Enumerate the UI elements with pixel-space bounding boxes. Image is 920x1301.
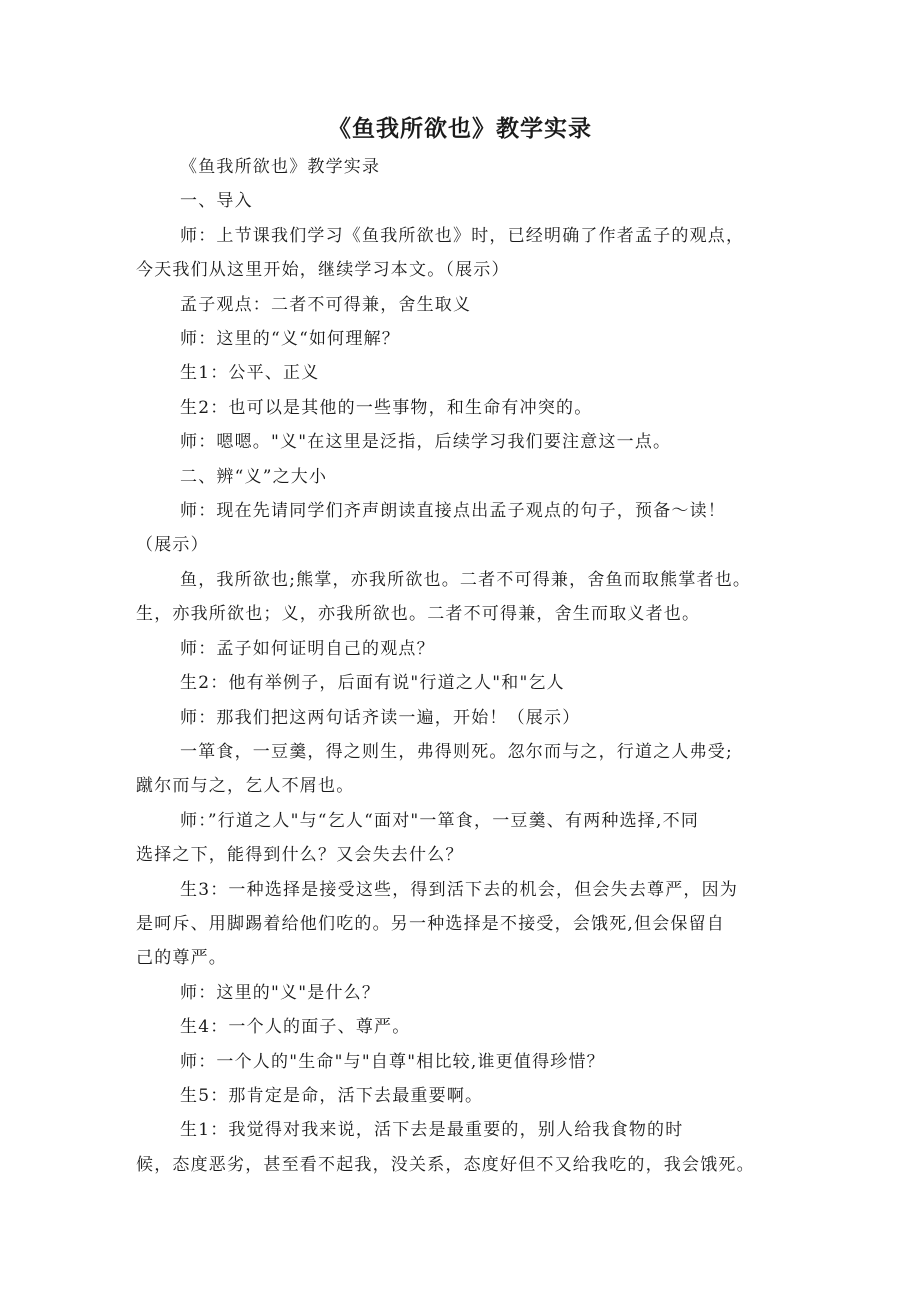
text-line: 一、导入 [180, 191, 253, 212]
text-line: 生2：也可以是其他的一些事物，和生命有冲突的。 [180, 397, 593, 418]
text-line: 生4：一个人的面子、尊严。 [180, 1017, 411, 1038]
text-line: 今天我们从这里开始，继续学习本文。（展示） [136, 260, 510, 281]
text-line: 鱼，我所欲也;熊掌，亦我所欲也。二者不可得兼，舍鱼而取熊掌者也。 [180, 569, 752, 590]
text-line: 生，亦我所欲也；义，亦我所欲也。二者不可得兼，舍生而取义者也。 [136, 604, 701, 625]
text-line: 是呵斥、用脚踢着给他们吃的。另一种选择是不接受，会饿死,但会保留自 [136, 913, 726, 934]
text-line: 孟子观点：二者不可得兼，舍生取义 [180, 294, 472, 315]
text-line: 选择之下，能得到什么？又会失去什么？ [136, 845, 464, 866]
text-line: 生2：他有举例子，后面有说"行道之人"和"乞人 [180, 673, 565, 694]
text-line: 师：孟子如何证明自己的观点？ [180, 638, 435, 659]
text-line: 蹴尔而与之，乞人不屑也。 [136, 776, 355, 797]
text-line: 师：这里的“义“如何理解？ [180, 329, 400, 350]
text-line: 候，态度恶劣，甚至看不起我，没关系，态度好但不又给我吃的，我会饿死。 [136, 1154, 755, 1175]
text-line: 生1：公平、正义 [180, 363, 320, 384]
text-line: 生3：一种选择是接受这些，得到活下去的机会，但会失去尊严，因为 [180, 879, 739, 900]
text-line: 师：一个人的"生命"与"自尊"相比较,谁更值得珍惜？ [180, 1051, 605, 1072]
text-line: 二、辨“义”之大小 [180, 466, 328, 487]
text-line: 师：那我们把这两句话齐读一遍，开始！（展示） [180, 707, 581, 728]
text-line: 师：”行道之人"与“乞人“面对"一箪食，一豆羹、有两种选择,不同 [180, 810, 700, 831]
document-body [136, 150, 794, 1182]
text-line: 师：嗯嗯。"义"在这里是泛指，后续学习我们要注意这一点。 [180, 432, 672, 453]
document-title: 《鱼我所欲也》教学实录 [328, 116, 592, 142]
text-line: 师：这里的"义"是什么？ [180, 982, 381, 1003]
text-line: （展示） [136, 535, 209, 556]
text-line: 一箪食，一豆羹，得之则生，弗得则死。忽尔而与之，行道之人弗受; [180, 741, 733, 762]
text-line: 《鱼我所欲也》教学实录 [180, 157, 381, 177]
text-line: 生5：那肯定是命，活下去最重要啊。 [180, 1085, 484, 1106]
text-line: 己的尊严。 [136, 948, 227, 969]
text-line: 师：上节课我们学习《鱼我所欲也》时，已经明确了作者孟子的观点， [180, 225, 745, 246]
text-line: 师：现在先请同学们齐声朗读直接点出孟子观点的句子，预备～读！ [180, 501, 726, 522]
text-line: 生1：我觉得对我来说，活下去是最重要的，别人给我食物的时 [180, 1120, 684, 1141]
